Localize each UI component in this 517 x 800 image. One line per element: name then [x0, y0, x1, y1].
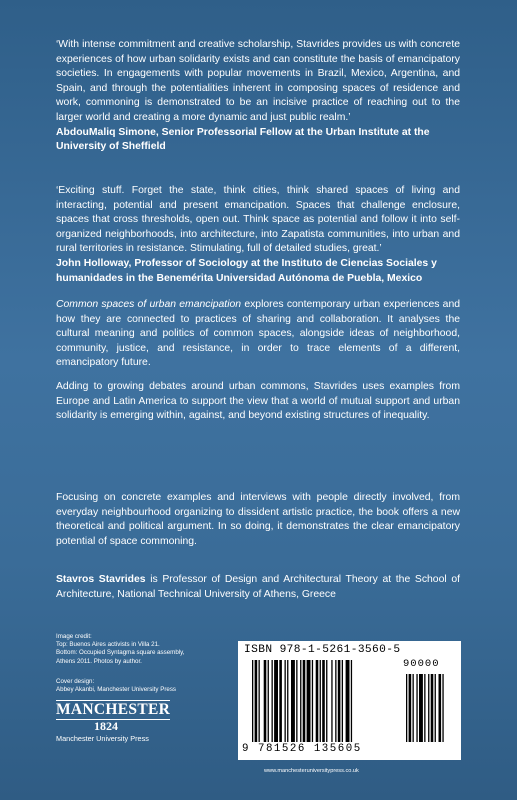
description-paragraph-3: Focusing on concrete examples and interviews with people directly involved, from everyday neighbourhood organizing to dissident artistic practice, the book offers a new theoretical and political argument. In so doing, it demonstrates the clear emancipatory potential of space commoning.	[56, 492, 460, 547]
image-credit-line-2: Bottom: Occupied Syntagma square assembly,	[56, 649, 185, 657]
barcode-bar	[259, 660, 260, 742]
barcode-addon-number: 90000	[403, 658, 440, 670]
description-paragraph-2: Adding to growing debates around urban commons, Stavrides uses examples from Europe and Latin America to support the view that a world of mutual support and urban solidarity is emerging within, against, and beyond existing structures of inequality.	[56, 381, 460, 422]
barcode-bar	[300, 660, 301, 742]
barcode-panel	[238, 641, 461, 760]
barcode-addon-bar	[431, 674, 434, 742]
barcode-bar	[279, 660, 282, 742]
publisher-name: Manchester University Press	[56, 734, 149, 743]
barcode-bar	[287, 660, 288, 742]
barcode-bar	[338, 660, 341, 742]
barcode-bar	[320, 660, 321, 742]
book-title-italic: Common spaces of urban emancipation	[56, 299, 242, 310]
barcode-addon-bar	[406, 674, 407, 742]
cover-design-credit	[56, 678, 236, 694]
barcode-bar	[252, 660, 253, 742]
barcode-bar	[307, 660, 311, 742]
barcode-bar	[335, 660, 336, 742]
cover-design-line: Abbey Akanbi, Manchester University Press	[56, 686, 177, 694]
barcode-bar	[346, 660, 350, 742]
barcode-bar	[291, 660, 295, 742]
publisher-url: www.manchesteruniversitypress.co.uk	[264, 768, 359, 774]
publisher-logo-year: 1824	[94, 719, 118, 733]
author-bio	[56, 573, 460, 602]
description-paragraph-1	[56, 298, 460, 371]
barcode-digits: 9 781526 135605	[242, 743, 362, 755]
barcode-bar	[312, 660, 313, 742]
barcode-addon-bar	[413, 674, 414, 742]
barcode-addon-bar	[442, 674, 443, 742]
blurb-holloway-text: ‘Exciting stuff. Forget the state, think cities, think shared spaces of living and interacting, potential and present emancipation. Spaces that challenge enclosure, spaces that cross thresholds, open out. Think space as potential and follow it into self-organized neighborhoods, into architecture, into Zapatista communities, into urban and rural territories in resistance. Stimulating, full of detailed studies, great.’	[56, 185, 460, 255]
barcode-addon-bar	[435, 674, 436, 742]
author-name: Stavros Stavrides	[56, 574, 146, 585]
image-credit	[56, 633, 236, 666]
barcode-bar	[268, 660, 269, 742]
barcode-addon-bar	[416, 674, 417, 742]
publisher-logo	[56, 700, 171, 743]
barcode-graphic	[248, 660, 453, 744]
barcode-bar	[342, 660, 343, 742]
blurb-simone-text: ‘With intense commitment and creative scholarship, Stavrides provides us with concrete experiences of how urban solidarity exists and can constitute the basis of emancipatory societies. In engagements with popular movements in Brazil, Mexico, Argentina, and Spain, and through the potentialities inherent in composing spaces of residence and work, commoning is demonstrated to be an incisive practice of reaching out to the larger world and creating a more dynamic and just public realm.’	[56, 39, 460, 123]
barcode-bar	[285, 660, 286, 742]
image-credit-line-3: Athens 2011. Photos by author.	[56, 657, 142, 665]
barcode-bar	[272, 660, 273, 742]
barcode-addon-bar	[419, 674, 423, 742]
isbn-label: ISBN 978-1-5261-3560-5	[244, 644, 401, 656]
barcode-bar	[326, 660, 327, 742]
barcode-bar	[264, 660, 267, 742]
author-bio-text: is Professor of Design and Architectural Theory at the School of Architecture, National Technical University of Athens, Greece	[56, 574, 460, 600]
barcode-bar	[316, 660, 319, 742]
barcode-bar	[255, 660, 258, 742]
cover-design-heading: Cover design:	[56, 678, 95, 685]
image-credit-line-1: Top: Buenos Aires activists in Villa 21.	[56, 641, 160, 649]
barcode-addon-bar	[409, 674, 412, 742]
barcode-bar	[351, 660, 352, 742]
barcode-addon-bar	[439, 674, 442, 742]
barcode-bar	[331, 660, 332, 742]
barcode-bar	[274, 660, 278, 742]
blurb-holloway-attribution: John Holloway, Professor of Sociology at the Instituto de Ciencias Sociales y humanidades in the Benemérita Universidad Autónoma de Puebla, Mexico	[56, 257, 437, 284]
image-credit-heading: Image credit:	[56, 633, 92, 640]
blurb-simone-attribution: AbdouMaliq Simone, Senior Professorial Fellow at the Urban Institute at the University of Sheffield	[56, 126, 430, 153]
barcode-bar	[322, 660, 325, 742]
publisher-logo-word: MANCHESTER	[56, 701, 171, 718]
blurb-simone	[56, 38, 460, 155]
blurb-holloway	[56, 184, 460, 286]
barcode-addon-bar	[424, 674, 425, 742]
barcode-bar	[303, 660, 306, 742]
barcode-addon-bar	[428, 674, 429, 742]
barcode-bar	[296, 660, 297, 742]
description-paragraph-1-text: explores contemporary urban experiences and how they are connected to practices of sharing and collaboration. It analyses the cultural meaning and politics of common spaces, alongside ideas of neighborhood, community, justice, and resistance, in order to trace elements of a different, emancipatory future.	[56, 299, 460, 369]
